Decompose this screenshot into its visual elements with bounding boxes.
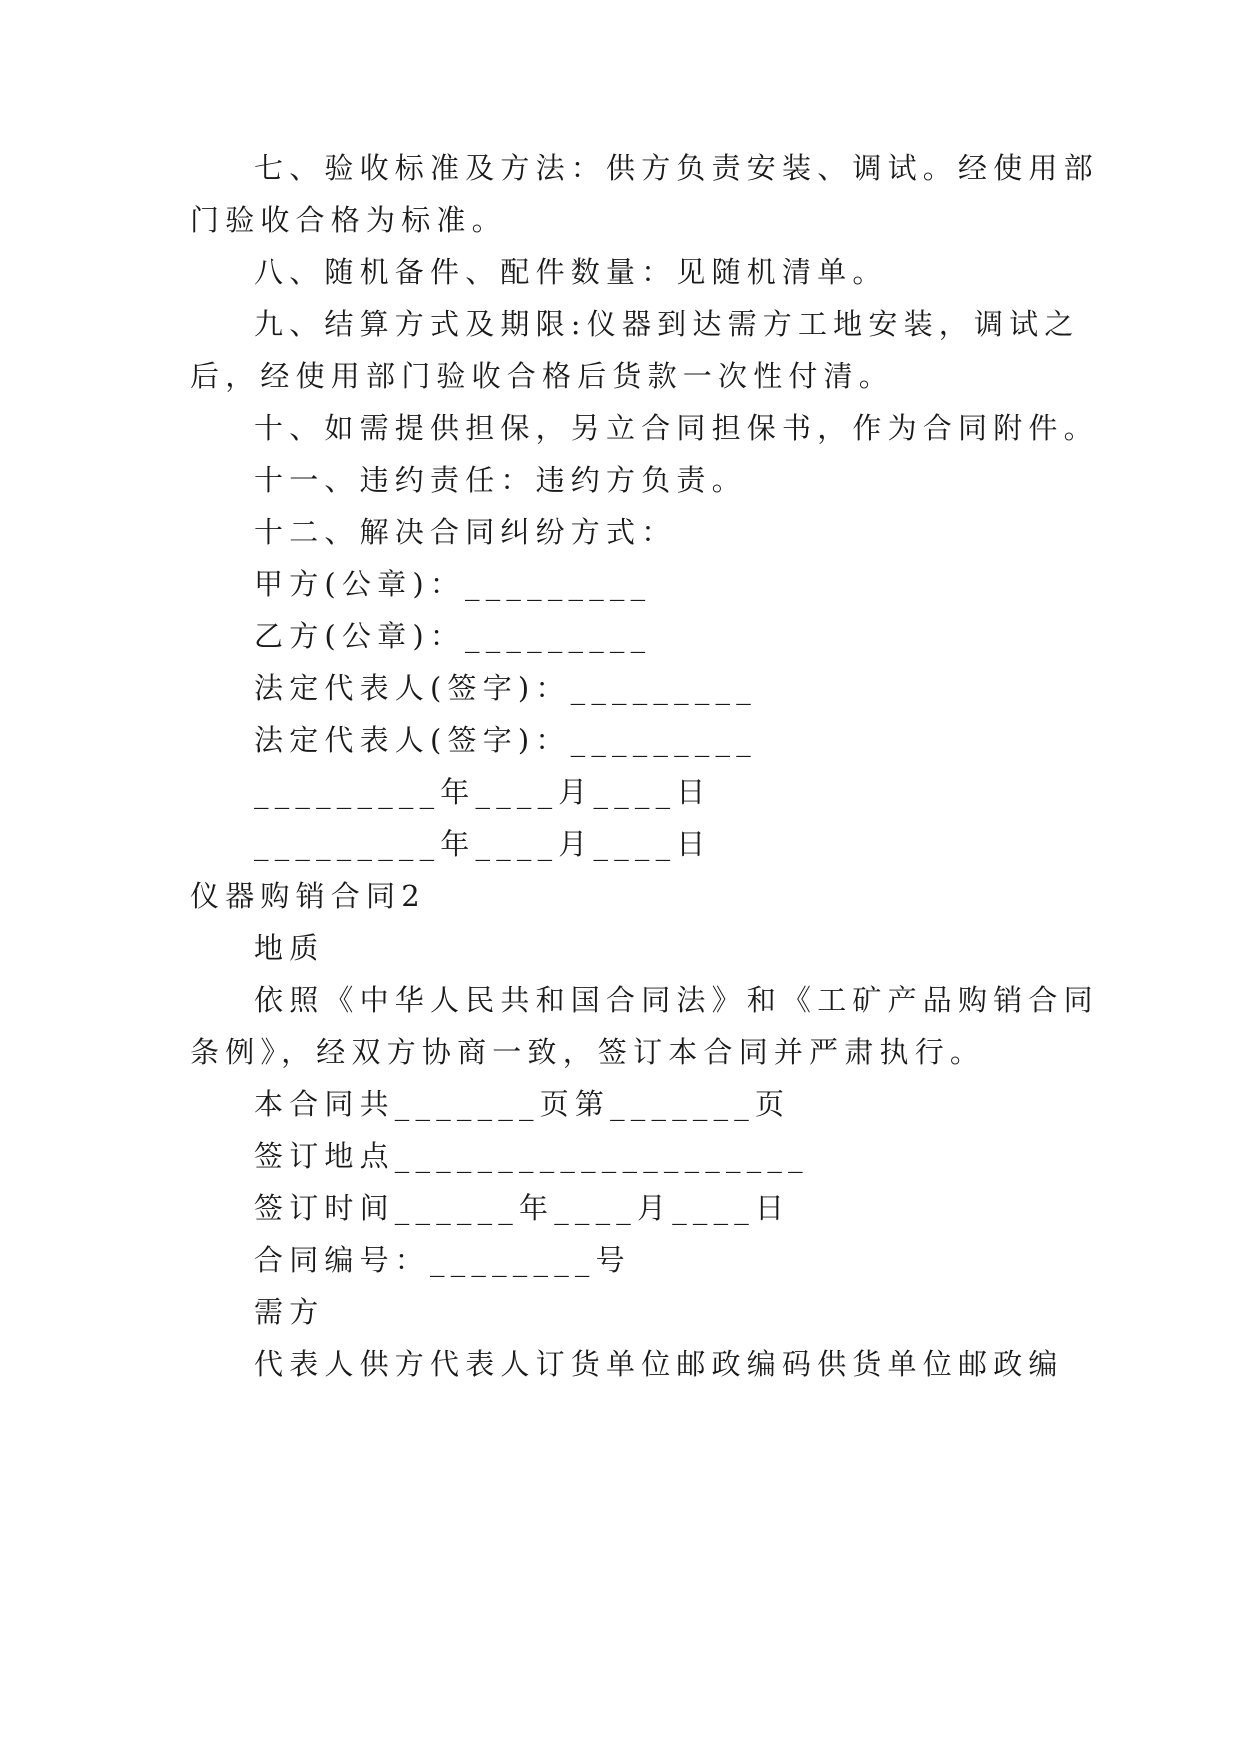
legal-rep-signature-2: 法定代表人(签字)：_________ xyxy=(254,723,757,757)
section-2-title: 仪器购销合同2 xyxy=(190,879,426,913)
parties-line: 代表人供方代表人订货单位邮政编码供货单位邮政编 xyxy=(254,1347,1064,1381)
page-count-field: 本合同共_______页第_______页 xyxy=(254,1087,791,1121)
signature-date-2: _________年____月____日 xyxy=(254,827,712,861)
contract-number-field: 合同编号：________号 xyxy=(254,1243,631,1277)
legal-rep-signature-1: 法定代表人(签字)：_________ xyxy=(254,671,757,705)
section-2-category: 地质 xyxy=(254,931,325,965)
party-b-seal: 乙方(公章)：_________ xyxy=(254,619,652,653)
clause-9-line-1: 九、结算方式及期限:仪器到达需方工地安装，调试之 xyxy=(254,307,1080,341)
clause-8: 八、随机备件、配件数量：见随机清单。 xyxy=(254,255,888,289)
clause-7-line-1: 七、验收标准及方法：供方负责安装、调试。经使用部 xyxy=(254,151,1099,185)
clause-9-line-2: 后，经使用部门验收合格后货款一次性付清。 xyxy=(190,359,895,393)
section-2-intro-line-1: 依照《中华人民共和国合同法》和《工矿产品购销合同 xyxy=(254,983,1099,1017)
signing-place-field: 签订地点____________________ xyxy=(254,1139,809,1173)
signing-time-field: 签订时间______年____月____日 xyxy=(254,1191,791,1225)
clause-11: 十一、违约责任：违约方负责。 xyxy=(254,463,747,497)
section-2-intro-line-2: 条例》，经双方协商一致，签订本合同并严肃执行。 xyxy=(190,1035,986,1069)
buyer-label: 需方 xyxy=(254,1295,325,1329)
signature-date-1: _________年____月____日 xyxy=(254,775,712,809)
clause-12: 十二、解决合同纠纷方式： xyxy=(254,515,677,549)
party-a-seal: 甲方(公章)：_________ xyxy=(254,567,652,601)
clause-10: 十、如需提供担保，另立合同担保书，作为合同附件。 xyxy=(254,411,1099,445)
clause-7-line-2: 门验收合格为标准。 xyxy=(190,203,507,237)
